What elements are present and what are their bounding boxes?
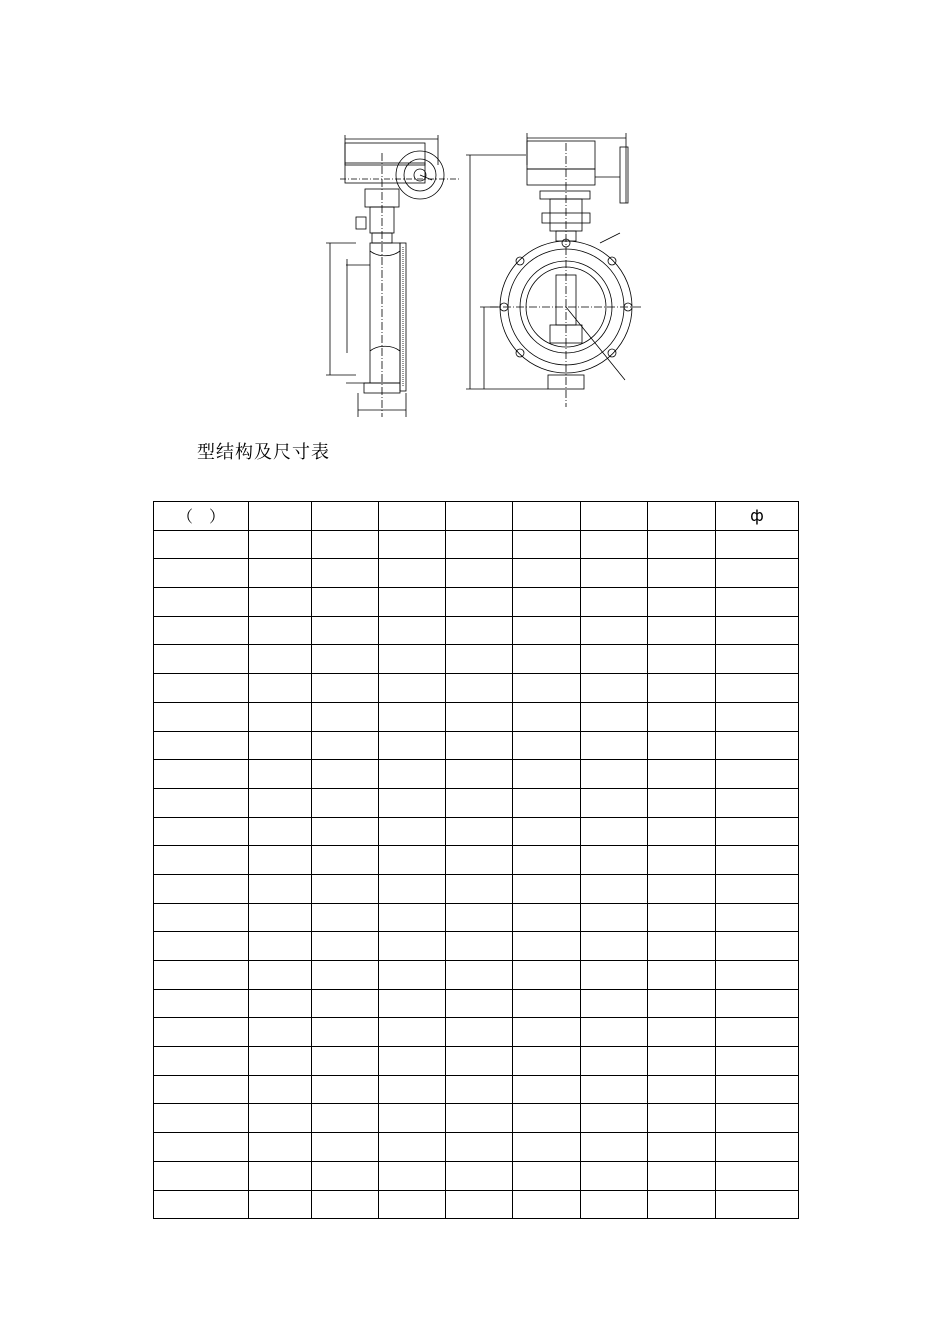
table-cell bbox=[716, 674, 799, 703]
table-cell bbox=[581, 932, 648, 961]
table-cell bbox=[581, 1075, 648, 1104]
table-cell bbox=[379, 731, 446, 760]
table-cell bbox=[513, 1075, 581, 1104]
table-cell bbox=[379, 903, 446, 932]
table-cell bbox=[581, 588, 648, 617]
table-cell bbox=[154, 1047, 249, 1076]
table-cell bbox=[312, 874, 379, 903]
table-cell bbox=[312, 674, 379, 703]
table-cell bbox=[648, 1190, 716, 1219]
table-cell bbox=[312, 1104, 379, 1133]
table-cell bbox=[513, 903, 581, 932]
table-cell bbox=[648, 616, 716, 645]
table-cell bbox=[648, 788, 716, 817]
table-cell bbox=[716, 530, 799, 559]
table-cell bbox=[154, 559, 249, 588]
table-cell bbox=[581, 1018, 648, 1047]
table-row bbox=[154, 903, 799, 932]
table-cell bbox=[446, 674, 513, 703]
table-cell bbox=[581, 1133, 648, 1162]
table-cell bbox=[716, 932, 799, 961]
table-cell bbox=[379, 1190, 446, 1219]
table-cell bbox=[379, 1075, 446, 1104]
table-cell bbox=[154, 1018, 249, 1047]
table-cell bbox=[312, 559, 379, 588]
front-view bbox=[466, 133, 642, 407]
table-cell bbox=[249, 817, 312, 846]
table-cell bbox=[312, 932, 379, 961]
table-cell bbox=[513, 559, 581, 588]
table-cell bbox=[446, 788, 513, 817]
table-cell bbox=[379, 1104, 446, 1133]
table-cell bbox=[581, 559, 648, 588]
table-cell bbox=[581, 788, 648, 817]
table-cell bbox=[249, 559, 312, 588]
table-row bbox=[154, 559, 799, 588]
table-cell bbox=[312, 961, 379, 990]
table-cell bbox=[446, 932, 513, 961]
table-cell bbox=[249, 903, 312, 932]
table-cell bbox=[513, 1190, 581, 1219]
table-cell bbox=[648, 1161, 716, 1190]
table-cell bbox=[312, 645, 379, 674]
table-cell bbox=[581, 989, 648, 1018]
table-cell bbox=[312, 989, 379, 1018]
table-row bbox=[154, 1018, 799, 1047]
table-cell bbox=[312, 731, 379, 760]
table-cell bbox=[513, 1133, 581, 1162]
table-cell bbox=[446, 846, 513, 875]
table-cell bbox=[154, 932, 249, 961]
table-row bbox=[154, 874, 799, 903]
table-cell bbox=[648, 674, 716, 703]
table-cell bbox=[249, 989, 312, 1018]
table-cell bbox=[513, 874, 581, 903]
table-cell bbox=[446, 702, 513, 731]
table-row bbox=[154, 1133, 799, 1162]
header-cell bbox=[648, 502, 716, 531]
table-cell bbox=[312, 1161, 379, 1190]
table-cell bbox=[716, 989, 799, 1018]
table-cell bbox=[513, 616, 581, 645]
table-cell bbox=[446, 1133, 513, 1162]
table-cell bbox=[379, 1047, 446, 1076]
table-cell bbox=[312, 702, 379, 731]
table-cell bbox=[581, 1161, 648, 1190]
table-cell bbox=[581, 846, 648, 875]
table-cell bbox=[249, 932, 312, 961]
table-cell bbox=[312, 903, 379, 932]
table-cell bbox=[249, 760, 312, 789]
table-cell bbox=[154, 674, 249, 703]
table-row bbox=[154, 961, 799, 990]
table-cell bbox=[312, 1075, 379, 1104]
table-cell bbox=[379, 788, 446, 817]
table-cell bbox=[581, 817, 648, 846]
table-cell bbox=[312, 1018, 379, 1047]
table-cell bbox=[379, 874, 446, 903]
table-cell bbox=[648, 1075, 716, 1104]
table-row bbox=[154, 817, 799, 846]
table-cell bbox=[379, 961, 446, 990]
table-cell bbox=[513, 846, 581, 875]
table-cell bbox=[513, 961, 581, 990]
table-row bbox=[154, 1047, 799, 1076]
table-cell bbox=[648, 903, 716, 932]
table-cell bbox=[379, 530, 446, 559]
table-cell bbox=[513, 1018, 581, 1047]
valve-structure-drawing bbox=[320, 125, 650, 425]
table-body bbox=[154, 502, 799, 1219]
table-cell bbox=[581, 1190, 648, 1219]
table-cell bbox=[716, 1018, 799, 1047]
table-cell bbox=[446, 1047, 513, 1076]
table-cell bbox=[249, 1047, 312, 1076]
table-cell bbox=[154, 588, 249, 617]
table-cell bbox=[379, 1018, 446, 1047]
table-cell bbox=[154, 1161, 249, 1190]
table-cell bbox=[379, 1133, 446, 1162]
table-cell bbox=[648, 645, 716, 674]
table-row bbox=[154, 989, 799, 1018]
table-row bbox=[154, 932, 799, 961]
header-cell bbox=[581, 502, 648, 531]
table-row bbox=[154, 731, 799, 760]
table-cell bbox=[648, 731, 716, 760]
table-caption: 型结构及尺寸表 bbox=[197, 442, 330, 463]
table-cell bbox=[154, 1104, 249, 1133]
header-cell bbox=[379, 502, 446, 531]
table-cell bbox=[379, 846, 446, 875]
table-cell bbox=[716, 702, 799, 731]
header-cell-size: （ ） bbox=[154, 502, 249, 531]
table-cell bbox=[513, 731, 581, 760]
table-cell bbox=[379, 674, 446, 703]
table-row bbox=[154, 846, 799, 875]
table-cell bbox=[154, 903, 249, 932]
table-cell bbox=[513, 788, 581, 817]
table-cell bbox=[154, 702, 249, 731]
table-cell bbox=[446, 989, 513, 1018]
table-cell bbox=[249, 874, 312, 903]
table-cell bbox=[312, 530, 379, 559]
table-cell bbox=[648, 588, 716, 617]
table-cell bbox=[581, 961, 648, 990]
table-cell bbox=[716, 731, 799, 760]
table-cell bbox=[581, 874, 648, 903]
table-cell bbox=[581, 674, 648, 703]
table-cell bbox=[648, 817, 716, 846]
table-row bbox=[154, 760, 799, 789]
table-cell bbox=[379, 645, 446, 674]
table-cell bbox=[249, 1104, 312, 1133]
table-cell bbox=[716, 1190, 799, 1219]
table-cell bbox=[312, 760, 379, 789]
table-cell bbox=[154, 817, 249, 846]
table-cell bbox=[513, 702, 581, 731]
table-cell bbox=[716, 1161, 799, 1190]
table-cell bbox=[446, 817, 513, 846]
table-cell bbox=[513, 674, 581, 703]
table-cell bbox=[249, 1018, 312, 1047]
table-cell bbox=[312, 1190, 379, 1219]
table-row bbox=[154, 702, 799, 731]
table-cell bbox=[154, 788, 249, 817]
table-cell bbox=[249, 616, 312, 645]
table-cell bbox=[154, 961, 249, 990]
table-cell bbox=[648, 1018, 716, 1047]
header-cell bbox=[249, 502, 312, 531]
table-cell bbox=[581, 616, 648, 645]
table-row bbox=[154, 645, 799, 674]
header-cell-diameter: ф bbox=[716, 502, 799, 531]
table-cell bbox=[648, 961, 716, 990]
table-cell bbox=[446, 903, 513, 932]
table-cell bbox=[648, 989, 716, 1018]
table-cell bbox=[446, 645, 513, 674]
table-cell bbox=[513, 760, 581, 789]
header-cell bbox=[312, 502, 379, 531]
table-cell bbox=[716, 645, 799, 674]
table-cell bbox=[379, 1161, 446, 1190]
table-cell bbox=[446, 588, 513, 617]
table-row bbox=[154, 1190, 799, 1219]
table-row bbox=[154, 530, 799, 559]
table-cell bbox=[249, 731, 312, 760]
table-cell bbox=[446, 1190, 513, 1219]
table-cell bbox=[648, 1047, 716, 1076]
table-row bbox=[154, 616, 799, 645]
header-cell bbox=[513, 502, 581, 531]
table-cell bbox=[446, 874, 513, 903]
table-cell bbox=[513, 645, 581, 674]
table-cell bbox=[581, 1047, 648, 1076]
table-cell bbox=[379, 760, 446, 789]
table-cell bbox=[648, 1104, 716, 1133]
table-cell bbox=[581, 731, 648, 760]
table-cell bbox=[446, 1161, 513, 1190]
table-cell bbox=[446, 1075, 513, 1104]
table-cell bbox=[513, 817, 581, 846]
table-cell bbox=[249, 588, 312, 617]
table-cell bbox=[581, 1104, 648, 1133]
table-cell bbox=[716, 1047, 799, 1076]
table-cell bbox=[249, 1075, 312, 1104]
side-view bbox=[326, 135, 460, 417]
table-row bbox=[154, 1161, 799, 1190]
table-cell bbox=[716, 616, 799, 645]
table-cell bbox=[154, 1190, 249, 1219]
table-cell bbox=[513, 530, 581, 559]
table-row bbox=[154, 1104, 799, 1133]
table-cell bbox=[249, 674, 312, 703]
table-cell bbox=[446, 961, 513, 990]
table-cell bbox=[648, 932, 716, 961]
table-cell bbox=[249, 702, 312, 731]
table-cell bbox=[154, 1133, 249, 1162]
table-cell bbox=[716, 1075, 799, 1104]
table-cell bbox=[446, 760, 513, 789]
table-cell bbox=[312, 616, 379, 645]
table-cell bbox=[446, 1104, 513, 1133]
table-cell bbox=[716, 961, 799, 990]
header-cell bbox=[446, 502, 513, 531]
table-row bbox=[154, 788, 799, 817]
table-cell bbox=[312, 1133, 379, 1162]
table-cell bbox=[446, 530, 513, 559]
table-header-row bbox=[154, 502, 799, 531]
table-cell bbox=[446, 616, 513, 645]
table-cell bbox=[379, 817, 446, 846]
table-cell bbox=[716, 788, 799, 817]
table-cell bbox=[249, 1133, 312, 1162]
table-cell bbox=[513, 588, 581, 617]
table-cell bbox=[154, 760, 249, 789]
table-row bbox=[154, 1075, 799, 1104]
table-cell bbox=[249, 788, 312, 817]
table-row bbox=[154, 674, 799, 703]
table-cell bbox=[581, 702, 648, 731]
table-cell bbox=[581, 760, 648, 789]
table-cell bbox=[716, 760, 799, 789]
table-cell bbox=[446, 1018, 513, 1047]
table-cell bbox=[249, 530, 312, 559]
table-cell bbox=[648, 530, 716, 559]
table-cell bbox=[648, 874, 716, 903]
table-cell bbox=[513, 1047, 581, 1076]
table-cell bbox=[312, 1047, 379, 1076]
table-cell bbox=[513, 989, 581, 1018]
table-cell bbox=[648, 846, 716, 875]
table-cell bbox=[581, 530, 648, 559]
table-cell bbox=[513, 1104, 581, 1133]
table-cell bbox=[716, 588, 799, 617]
table-cell bbox=[249, 961, 312, 990]
table-cell bbox=[446, 731, 513, 760]
table-cell bbox=[154, 846, 249, 875]
table-cell bbox=[716, 846, 799, 875]
table-cell bbox=[154, 989, 249, 1018]
table-cell bbox=[648, 702, 716, 731]
dimension-table bbox=[153, 501, 799, 1219]
table-cell bbox=[249, 1190, 312, 1219]
table-cell bbox=[648, 1133, 716, 1162]
valve-drawing-svg bbox=[320, 125, 650, 425]
table-cell bbox=[154, 616, 249, 645]
table-cell bbox=[379, 702, 446, 731]
table-cell bbox=[379, 616, 446, 645]
table-cell bbox=[716, 1104, 799, 1133]
table-cell bbox=[716, 874, 799, 903]
table-cell bbox=[249, 645, 312, 674]
table-cell bbox=[312, 846, 379, 875]
table-cell bbox=[154, 645, 249, 674]
table-cell bbox=[716, 559, 799, 588]
table-cell bbox=[154, 530, 249, 559]
table-cell bbox=[379, 989, 446, 1018]
table-cell bbox=[648, 559, 716, 588]
table-cell bbox=[154, 731, 249, 760]
table-cell bbox=[379, 932, 446, 961]
table-cell bbox=[249, 1161, 312, 1190]
table-cell bbox=[513, 1161, 581, 1190]
table-cell bbox=[154, 1075, 249, 1104]
table-cell bbox=[513, 932, 581, 961]
table-cell bbox=[716, 1133, 799, 1162]
table-cell bbox=[716, 817, 799, 846]
table-row bbox=[154, 588, 799, 617]
table-cell bbox=[648, 760, 716, 789]
table-cell bbox=[312, 788, 379, 817]
table-cell bbox=[716, 903, 799, 932]
table-cell bbox=[312, 817, 379, 846]
table-cell bbox=[379, 588, 446, 617]
table-cell bbox=[312, 588, 379, 617]
table-cell bbox=[581, 903, 648, 932]
table-cell bbox=[581, 645, 648, 674]
table-cell bbox=[379, 559, 446, 588]
table-cell bbox=[249, 846, 312, 875]
table-cell bbox=[154, 874, 249, 903]
table-cell bbox=[446, 559, 513, 588]
